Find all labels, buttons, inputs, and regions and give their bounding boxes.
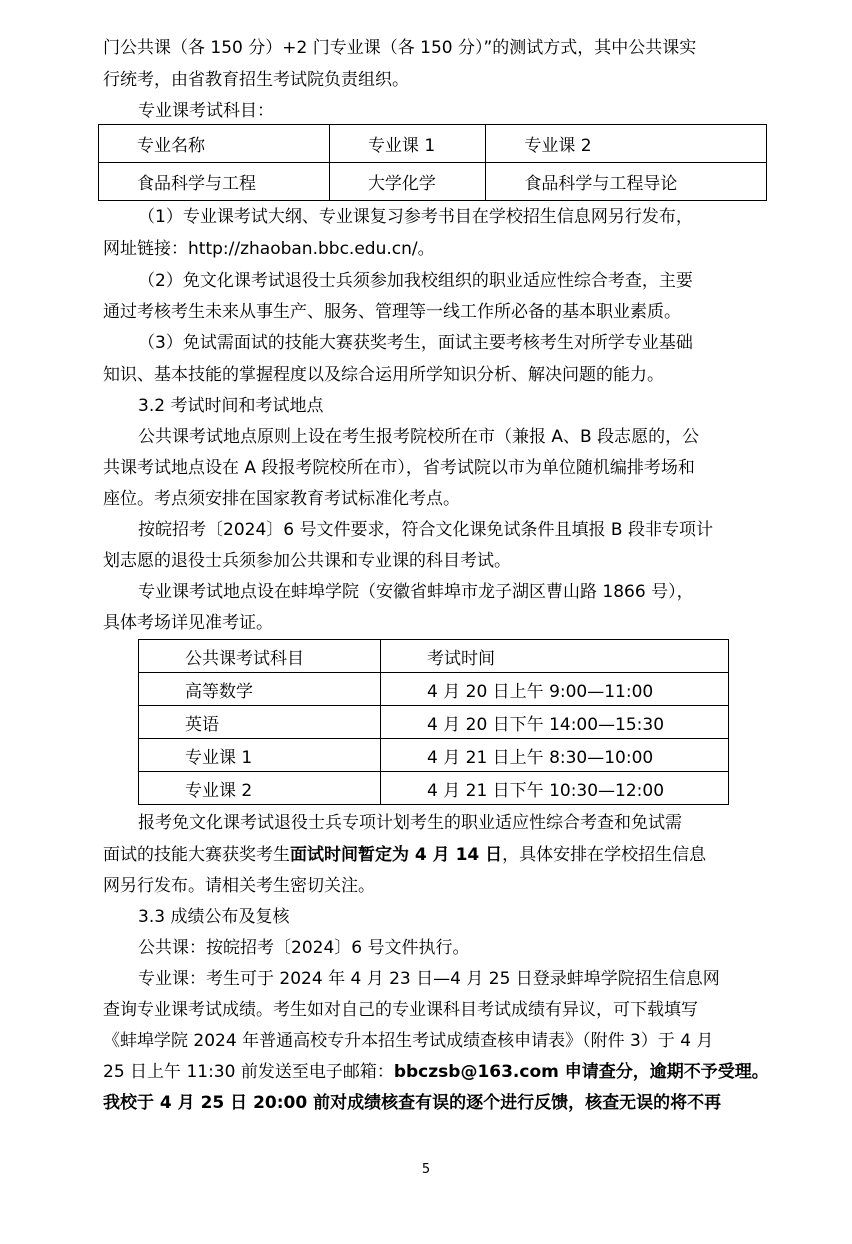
table-cell: 4 月 21 日上午 8:30—10:00 [381,739,729,772]
body-text-line: 专业课：考生可于 2024 年 4 月 23 日—4 月 25 日登录蚌埠学院招生信息网 [138,969,720,989]
body-text-line: 行统考，由省教育招生考试院负责组织。 [103,70,409,90]
table-cell: 英语 [139,706,381,739]
table-cell: 4 月 20 日上午 9:00—11:00 [381,673,729,706]
table-row [139,772,729,805]
table-row [139,739,729,772]
table-cell: 食品科学与工程 [99,163,330,201]
exam-schedule-table [138,639,729,805]
body-text-line: 我校于 4 月 25 日 20:00 前对成绩核查有误的逐个进行反馈，核查无误的将不再 [103,1093,722,1113]
body-text-line: 专业课考试地点设在蚌埠学院（安徽省蚌埠市龙子湖区曹山路 1866 号）， [138,582,694,602]
table-cell: 考试时间 [381,640,729,673]
section-heading-3-3: 3.3 成绩公布及复核 [138,907,290,927]
body-text-line [103,1060,770,1084]
subject-heading: 专业课考试科目： [138,101,274,121]
note-line: （1）专业课考试大纲、专业课复习参考书目在学校招生信息网另行发布， [138,207,693,227]
table-cell: 专业课 1 [139,739,381,772]
note-line: 网址链接：http://zhaoban.bbc.edu.cn/。 [103,239,435,259]
table-cell: 专业课 2 [486,125,767,163]
table-cell: 食品科学与工程导论 [486,163,767,201]
body-text-line: 《蚌埠学院 2024 年普通高校专升本招生考试成绩查核申请表》（附件 3）于 4 月 [103,1031,714,1051]
body-text-line: 网另行发布。请相关考生密切关注。 [103,876,375,896]
table-cell: 专业课 1 [329,125,485,163]
table-cell: 4 月 21 日下午 10:30—12:00 [381,772,729,805]
body-text-line: 共课考试地点设在 A 段报考院校所在市），省考试院以市为单位随机编排考场和 [103,458,695,478]
text-span: 面试的技能大赛获奖考生 [103,845,290,865]
table-row [139,673,729,706]
text-span: 25 日上午 11:30 前发送至电子邮箱： [103,1062,394,1082]
section-heading-3-2: 3.2 考试时间和考试地点 [138,396,324,416]
table-cell: 4 月 20 日下午 14:00—15:30 [381,706,729,739]
body-text-line: 具体考场详见准考证。 [103,613,273,633]
email-emphasis: bbczsb@163.com 申请查分，逾期不予受理。 [393,1062,769,1082]
table-cell: 高等数学 [139,673,381,706]
table-cell: 公共课考试科目 [139,640,381,673]
table-cell: 专业课 2 [139,772,381,805]
body-text-line: 公共课：按皖招考〔2024〕6 号文件执行。 [138,938,470,958]
page-number: 5 [421,1162,431,1177]
table-cell: 专业名称 [99,125,330,163]
body-text-line [103,843,770,867]
body-text-line: 查询专业课考试成绩。考生如对自己的专业课科目考试成绩有异议，可下载填写 [103,1000,698,1020]
body-text-line: 报考免文化课考试退役士兵专项计划考生的职业适应性综合考查和免试需 [138,813,682,833]
text-span: ，具体安排在学校招生信息 [502,845,707,865]
note-line: （3）免试需面试的技能大赛获奖考生，面试主要考核考生对所学专业基础 [138,333,693,353]
note-line: （2）免文化课考试退役士兵须参加我校组织的职业适应性综合考查，主要 [138,271,693,291]
subject-table [98,124,767,201]
table-row [139,706,729,739]
body-text-line: 门公共课（各 150 分）+2 门专业课（各 150 分）”的测试方式，其中公共课实 [103,38,697,58]
note-line: 通过考核考生未来从事生产、服务、管理等一线工作所必备的基本职业素质。 [103,302,681,322]
table-row [99,163,767,201]
body-text-line: 按皖招考〔2024〕6 号文件要求，符合文化课免试条件且填报 B 段非专项计 [138,520,713,540]
body-text-line: 划志愿的退役士兵须参加公共课和专业课的科目考试。 [103,551,511,571]
interview-date-emphasis: 面试时间暂定为 4 月 14 日 [290,845,503,865]
table-cell: 大学化学 [329,163,485,201]
table-header-row [139,640,729,673]
body-text-line: 公共课考试地点原则上设在考生报考院校所在市（兼报 A、B 段志愿的，公 [138,427,700,447]
table-header-row [99,125,767,163]
note-line: 知识、基本技能的掌握程度以及综合运用所学知识分析、解决问题的能力。 [103,365,664,385]
body-text-line: 座位。考点须安排在国家教育考试标准化考点。 [103,489,460,509]
